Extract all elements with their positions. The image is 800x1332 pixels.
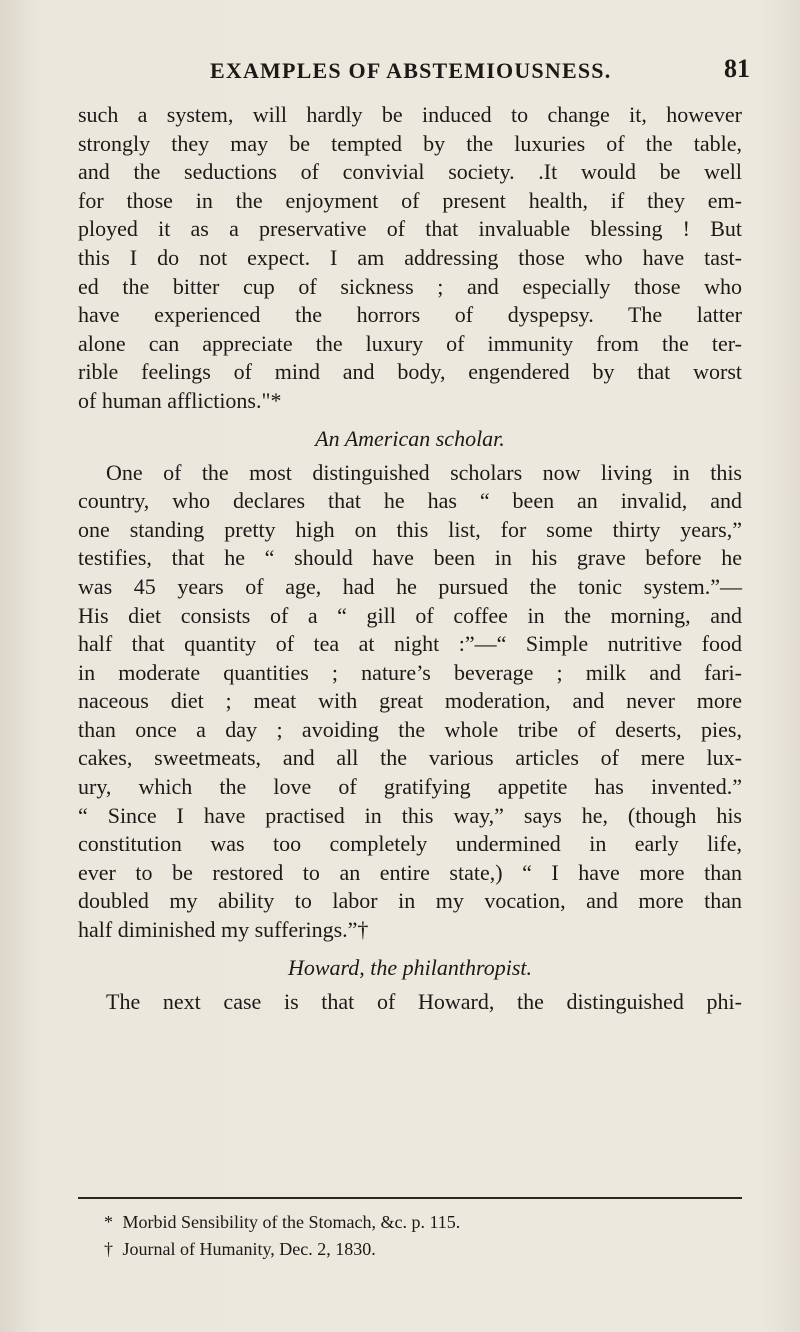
paragraph-1 (78, 101, 742, 416)
text-line: constitution was too completely undermined in early life, (78, 831, 742, 857)
footnote-mark: * (104, 1212, 113, 1232)
text-line: doubled my ability to labor in my vocation, and more than (78, 888, 742, 914)
text-line: and the seductions of convivial society. .It would be well (78, 159, 742, 185)
text-line: this I do not expect. I am addressing those who have tast- (78, 244, 742, 270)
text-line: of human afflictions."* (78, 387, 282, 413)
footnote-mark: † (104, 1239, 113, 1259)
text-line: have experienced the horrors of dyspepsy. The latter (78, 302, 742, 328)
text-line: “ Since I have practised in this way,” says he, (though his (78, 802, 742, 828)
text-line: One of the most distinguished scholars now living in this (106, 459, 742, 485)
footnotes (104, 1209, 704, 1263)
paragraph-2 (78, 459, 742, 945)
footnote-2 (104, 1236, 704, 1263)
text-line: testifies, that he “ should have been in his grave before he (78, 545, 742, 571)
text-line: ury, which the love of gratifying appetite has invented.” (78, 774, 742, 800)
page-number: 81 (724, 54, 750, 83)
text-line: for those in the enjoyment of present health, if they em- (78, 187, 742, 213)
section-heading-american-scholar: An American scholar. (315, 425, 505, 451)
body-text (78, 101, 742, 1016)
text-line: in moderate quantities ; nature’s beverage ; milk and fari- (78, 659, 742, 685)
running-head (210, 54, 750, 86)
section-heading-howard: Howard, the philanthropist. (287, 954, 533, 980)
text-line: ever to be restored to an entire state,) “ I have more than (78, 859, 742, 885)
text-line: than once a day ; avoiding the whole tribe of deserts, pies, (78, 716, 742, 742)
running-title: EXAMPLES OF ABSTEMIOUSNESS. (210, 58, 612, 83)
footnote-text: Journal of Humanity, Dec. 2, 1830. (122, 1239, 376, 1259)
text-line: rible feelings of mind and body, engendered by that worst (78, 359, 742, 385)
text-line: naceous diet ; meat with great moderation, and never more (78, 688, 742, 714)
text-line: country, who declares that he has “ been an invalid, and (78, 488, 742, 514)
text-line: ployed it as a preservative of that invaluable blessing ! But (78, 216, 742, 242)
text-line: strongly they may be tempted by the luxuries of the table, (78, 130, 742, 156)
text-line: His diet consists of a “ gill of coffee in the morning, and (78, 602, 742, 628)
text-line: half that quantity of tea at night :”—“ Simple nutritive food (78, 631, 742, 657)
text-line: The next case is that of Howard, the distinguished phi- (106, 988, 742, 1014)
text-line: such a system, will hardly be induced to change it, however (78, 102, 742, 127)
text-line: was 45 years of age, had he pursued the tonic system.”— (78, 573, 742, 599)
text-line: alone can appreciate the luxury of immunity from the ter- (78, 330, 742, 356)
text-line: cakes, sweetmeats, and all the various articles of mere lux- (78, 745, 742, 771)
footnote-rule (78, 1197, 742, 1199)
text-line: half diminished my sufferings.”† (78, 917, 369, 943)
footnote-text: Morbid Sensibility of the Stomach, &c. p. 115. (122, 1212, 461, 1232)
text-line: one standing pretty high on this list, for some thirty years,” (78, 516, 742, 542)
footnote-1 (104, 1209, 704, 1236)
text-line: ed the bitter cup of sickness ; and especially those who (78, 273, 742, 299)
paragraph-3 (78, 988, 742, 1017)
